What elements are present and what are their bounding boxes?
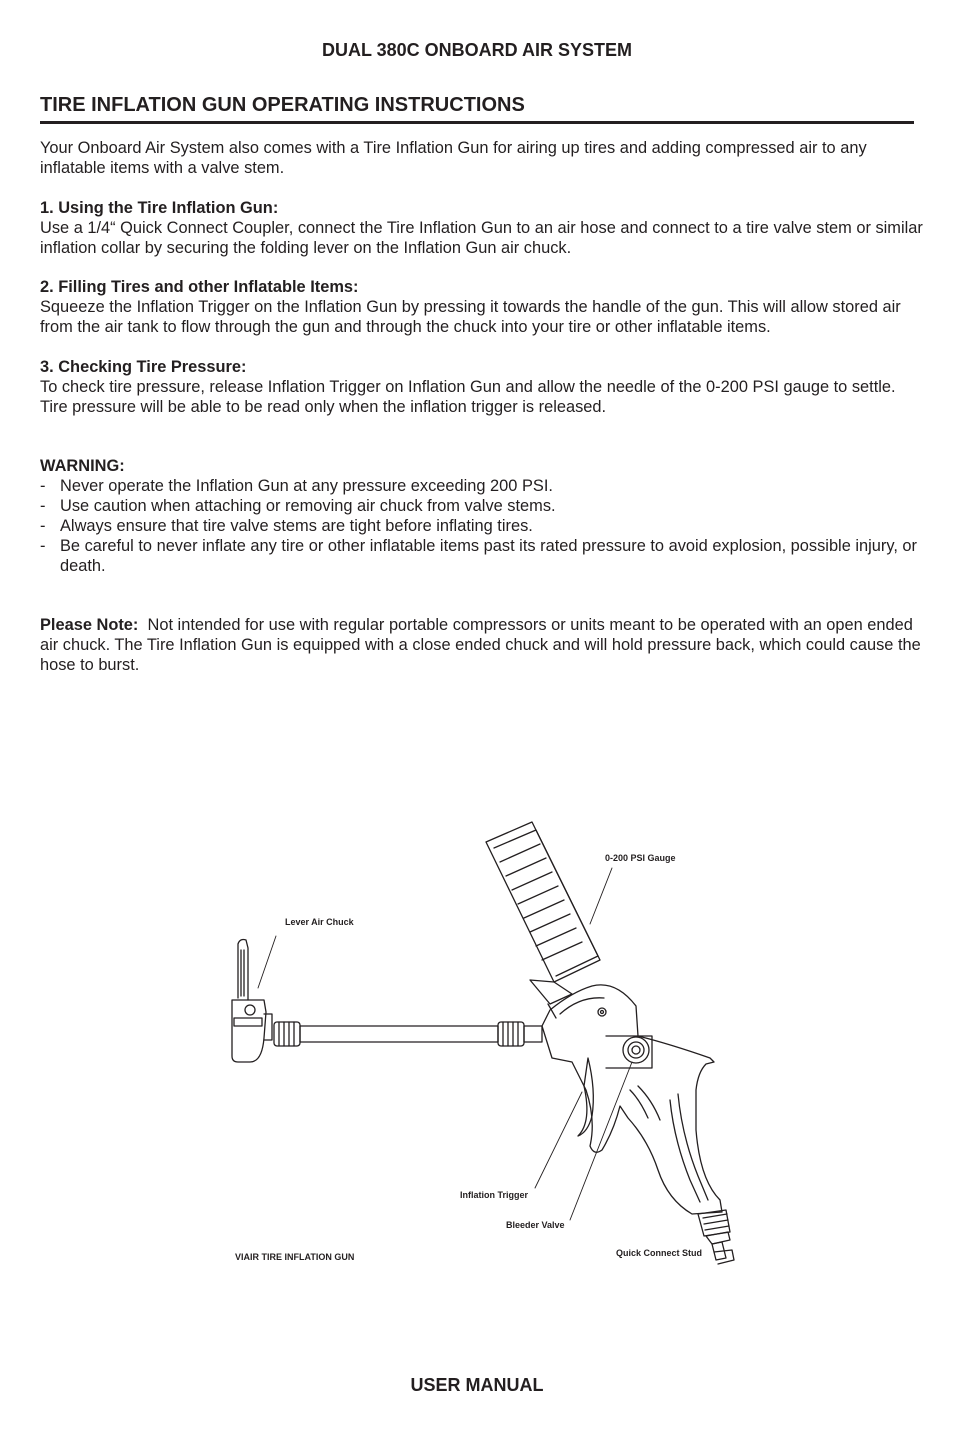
trigger-drawing — [578, 1058, 593, 1136]
lever-air-chuck-drawing — [232, 940, 272, 1063]
tire-inflation-gun-diagram — [200, 800, 760, 1280]
step-text: Use a 1/4“ Quick Connect Coupler, connect the Tire Inflation Gun to an air hose and connect to a tire valve stem or similar inflation collar by securing the folding lever on the Inflation Gun air chuck. — [40, 219, 923, 257]
warning-item-text: Never operate the Inflation Gun at any pressure exceeding 200 PSI. — [60, 477, 553, 495]
callout-bleeder-valve: Bleeder Valve — [506, 1220, 565, 1230]
warning-item-text: Always ensure that tire valve stems are tight before inflating tires. — [60, 517, 533, 535]
warning-item — [40, 516, 925, 536]
step-heading: 1. Using the Tire Inflation Gun: — [40, 199, 279, 217]
step-heading: 3. Checking Tire Pressure: — [40, 358, 247, 376]
psi-gauge-drawing — [486, 822, 600, 1018]
document-footer: USER MANUAL — [410, 1375, 544, 1395]
warning-item — [40, 536, 925, 576]
note-label: Please Note: — [40, 616, 139, 634]
warning-block — [40, 456, 925, 576]
callout-psi-gauge: 0-200 PSI Gauge — [605, 853, 676, 863]
figure-caption: VIAIR TIRE INFLATION GUN — [235, 1252, 355, 1262]
please-note — [40, 615, 925, 675]
warning-list — [40, 476, 925, 576]
quick-connect-stud-drawing — [698, 1210, 734, 1264]
callout-lever-air-chuck: Lever Air Chuck — [285, 917, 354, 927]
warning-item-text: Use caution when attaching or removing air chuck from valve stems. — [60, 497, 556, 515]
warning-item — [40, 476, 925, 496]
section-title: TIRE INFLATION GUN OPERATING INSTRUCTIONS — [40, 94, 914, 124]
step-text: To check tire pressure, release Inflation Trigger on Inflation Gun and allow the needle of the 0-200 PSI gauge to settle. Tire pressure will be able to be read only when the inflation trigger is released. — [40, 378, 896, 416]
step-using-gun — [40, 198, 925, 258]
bullet-dash: - — [40, 537, 46, 555]
warning-heading: WARNING: — [40, 457, 125, 475]
step-filling-tires — [40, 277, 925, 337]
step-text: Squeeze the Inflation Trigger on the Inflation Gun by pressing it towards the handle of the gun. This will allow stored air from the air tank to flow through the gun and through the chuck into your tire or other inflatable items. — [40, 298, 901, 336]
step-checking-pressure — [40, 357, 925, 417]
callout-inflation-trigger: Inflation Trigger — [460, 1190, 529, 1200]
inflation-gun-illustration — [200, 800, 760, 1280]
warning-item — [40, 496, 925, 516]
hose-assembly-drawing — [274, 1022, 542, 1046]
step-heading: 2. Filling Tires and other Inflatable Items: — [40, 278, 359, 296]
note-text: Not intended for use with regular portable compressors or units meant to be operated with an open ended air chuck. The Tire Inflation Gun is equipped with a close ended chuck and will hold pressure back, which could cause the hose to burst. — [40, 616, 921, 674]
bullet-dash: - — [40, 477, 46, 495]
callout-quick-connect-stud: Quick Connect Stud — [616, 1248, 703, 1258]
warning-item-text: Be careful to never inflate any tire or other inflatable items past its rated pressure to avoid explosion, possible injury, or death. — [60, 537, 918, 575]
bullet-dash: - — [40, 497, 46, 515]
intro-paragraph: Your Onboard Air System also comes with a Tire Inflation Gun for airing up tires and adding compressed air to any inflatable items with a valve stem. — [40, 139, 867, 177]
bullet-dash: - — [40, 517, 46, 535]
document-header: DUAL 380C ONBOARD AIR SYSTEM — [321, 40, 633, 60]
gun-body-drawing — [542, 985, 722, 1214]
